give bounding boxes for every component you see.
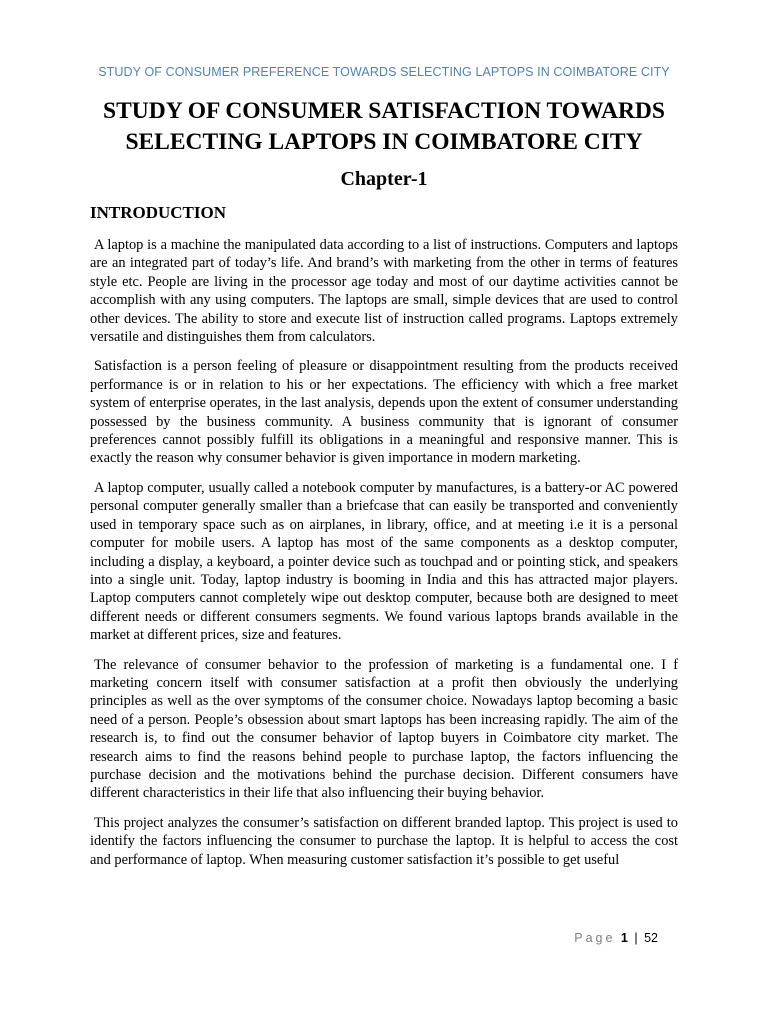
body-text <box>90 236 678 880</box>
paragraph-5: This project analyzes the consumer’s satisfaction on different branded laptop. This project is used to identify the factors influencing the consumer to purchase the laptop. It is helpful to access the cost and performance of laptop. When measuring customer satisfaction it’s possible to get useful <box>90 814 678 868</box>
section-heading: INTRODUCTION <box>90 203 227 222</box>
paragraph-4: The relevance of consumer behavior to the profession of marketing is a fundamental one. I f marketing concern itself with consumer satisfaction at a profit then obviously the underlying principles as well as the over symptoms of the consumer choice. Nowadays laptop becoming a basic need of a person. People’s obsession about smart laptops has been increasing rapidly. The aim of the research is, to find out the consumer behavior of laptop buyers in Coimbatore city market. The research aims to find the reasons behind people to purchase laptop, the factors influencing the purchase decision and the motivations behind the purchase decision. Different consumers have different characteristics in their life that also influencing their buying behavior. <box>90 656 678 802</box>
page-separator: | <box>634 931 638 945</box>
page-number: 1 <box>620 931 628 945</box>
paragraph-1: A laptop is a machine the manipulated data according to a list of instructions. Computers and laptops are an integrated part of today’s life. And brand’s with marketing from the other in terms of features style etc. People are living in the processor age today and most of our daytime activities cannot be accomplish with any using computers. The laptops are small, simple devices that are used to control other devices. The ability to store and execute list of instruction called programs. Laptops extremely versatile and distinguishes them from calculators. <box>90 237 678 346</box>
page-footer <box>574 931 658 945</box>
paragraph-3: A laptop computer, usually called a notebook computer by manufactures, is a battery-or AC powered personal computer generally smaller than a briefcase that can easily be transported and conveniently used in temporary space such as on airplanes, in library, office, and at meeting i.e it is a personal computer for mobile users. A laptop has most of the same components as a desktop computer, including a display, a keyboard, a pointer device such as touchpad and or pointing stick, and speakers into a single unit. Today, laptop industry is booming in India and this has attracted major players. Laptop computers cannot completely wipe out desktop computer, because both are designed to meet different needs or different consumers segments. We found various laptops brands available in the market at different prices, size and features. <box>90 479 678 644</box>
running-header: STUDY OF CONSUMER PREFERENCE TOWARDS SELECTING LAPTOPS IN COIMBATORE CITY <box>98 65 670 79</box>
document-title: STUDY OF CONSUMER SATISFACTION TOWARDS SELECTING LAPTOPS IN COIMBATORE CITY <box>103 98 665 155</box>
chapter-heading: Chapter-1 <box>340 168 428 190</box>
total-pages: 52 <box>644 931 658 945</box>
paragraph-2: Satisfaction is a person feeling of pleasure or disappointment resulting from the products received performance is or in relation to his or her expectations. The efficiency with which a free market system of enterprise operates, in the last analysis, depends upon the extent of consumer understanding possessed by the business community. A business community that is ignorant of consumer preferences cannot possibly fulfill its obligations in a meaningful and responsive manner. This is exactly the reason why consumer behavior is given importance in modern marketing. <box>90 358 678 467</box>
page-label: Page <box>574 931 616 945</box>
